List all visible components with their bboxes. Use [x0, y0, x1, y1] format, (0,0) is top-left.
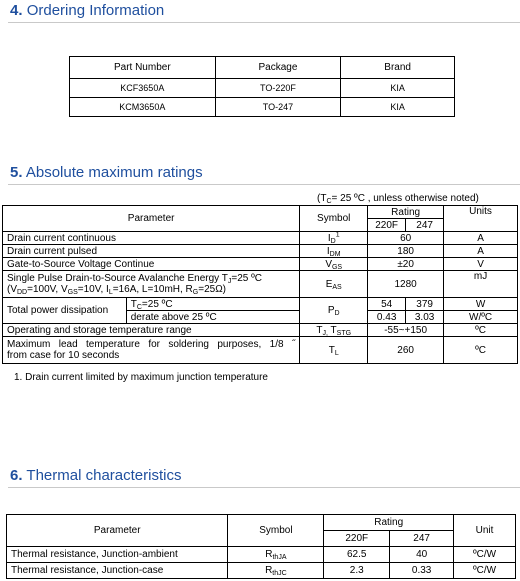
- table-row: [3, 324, 518, 337]
- unit-cell: V: [444, 258, 518, 271]
- abs-header-247: 247: [406, 219, 444, 232]
- part-number-cell: KCF3650A: [70, 79, 216, 98]
- ordering-table: [69, 56, 455, 117]
- table-row: [3, 271, 518, 298]
- table-row: [3, 298, 518, 311]
- table-row: [3, 232, 518, 245]
- table-row: [7, 547, 516, 563]
- rating-220f-cell: 62.5: [324, 547, 390, 563]
- test-condition-note: ($T_C= 25$ ºC , unless otherwise noted): [317, 193, 479, 205]
- ordering-header-package: Package: [215, 57, 341, 79]
- thermal-header-row-1: [7, 515, 516, 531]
- thermal-header-symbol: Symbol: [228, 515, 324, 547]
- unit-cell: W/ºC: [444, 311, 518, 324]
- symbol-cell: $T_L$: [300, 337, 368, 364]
- abs-header-parameter: Parameter: [3, 206, 300, 232]
- symbol-cell: $T_{J,}$ $T_{STG}$: [300, 324, 368, 337]
- param-cell: Total power dissipation: [3, 298, 127, 324]
- param-cell: Maximum lead temperature for soldering purposes, 1/8 ˝ from case for 10 seconds: [3, 337, 300, 364]
- condition-cell: $T_C=25$ ºC: [126, 298, 300, 311]
- thermal-header-unit: Unit: [454, 515, 516, 547]
- rating-247-cell: 0.33: [390, 563, 454, 579]
- ordering-header-row: [70, 57, 455, 79]
- param-cell: Drain current pulsed: [3, 245, 300, 258]
- section-5-heading: [10, 164, 203, 181]
- package-cell: TO-247: [215, 98, 341, 117]
- brand-cell: KIA: [341, 98, 455, 117]
- symbol-cell: $R_{thJA}$: [228, 547, 324, 563]
- table-row: [70, 98, 455, 117]
- symbol-cell: $I_{DM}$: [300, 245, 368, 258]
- rating-220f-cell: 0.43: [368, 311, 406, 324]
- section-6-number: 6.: [10, 467, 23, 484]
- abs-header-row-1: [3, 206, 518, 219]
- unit-cell: ºC: [444, 324, 518, 337]
- section-6-divider: [8, 487, 520, 488]
- abs-header-units: Units: [444, 206, 518, 232]
- thermal-header-247: 247: [390, 531, 454, 547]
- section-6-title: Thermal characteristics: [26, 467, 182, 484]
- table-row: [7, 563, 516, 579]
- thermal-table: [6, 514, 516, 579]
- table-row: [3, 245, 518, 258]
- rating-247-cell: 40: [390, 547, 454, 563]
- table-row: [3, 258, 518, 271]
- section-5-title: Absolute maximum ratings: [25, 164, 203, 181]
- table-row: [70, 79, 455, 98]
- rating-220f-cell: 2.3: [324, 563, 390, 579]
- rating-cell: 60: [368, 232, 444, 245]
- section-5-divider: [8, 184, 520, 185]
- section-4-heading: [10, 2, 164, 19]
- ordering-header-brand: Brand: [341, 57, 455, 79]
- unit-cell: W: [444, 298, 518, 311]
- unit-cell: A: [444, 232, 518, 245]
- table-row: [3, 337, 518, 364]
- unit-cell: ºC/W: [454, 547, 516, 563]
- section-6-heading: [10, 467, 181, 484]
- rating-cell: 1280: [368, 271, 444, 298]
- unit-cell: mJ: [444, 271, 518, 298]
- symbol-cell: $E_{AS}$: [300, 271, 368, 298]
- symbol-cell: $V_{GS}$: [300, 258, 368, 271]
- unit-cell: ºC/W: [454, 563, 516, 579]
- rating-247-cell: 379: [406, 298, 444, 311]
- thermal-header-parameter: Parameter: [7, 515, 228, 547]
- unit-cell: ºC: [444, 337, 518, 364]
- section-5-number: 5.: [10, 164, 23, 181]
- section-4-title: Ordering Information: [26, 2, 165, 19]
- section-4-number: 4.: [10, 2, 23, 19]
- symbol-cell: $I_D^1$: [300, 232, 368, 245]
- condition-cell: derate above 25 ºC: [126, 311, 300, 324]
- rating-cell: 180: [368, 245, 444, 258]
- ordering-header-part: Part Number: [70, 57, 216, 79]
- section-4-divider: [8, 22, 520, 23]
- absolute-ratings-table: [2, 205, 518, 364]
- symbol-cell: $P_D$: [300, 298, 368, 324]
- package-cell: TO-220F: [215, 79, 341, 98]
- part-number-cell: KCM3650A: [70, 98, 216, 117]
- unit-cell: A: [444, 245, 518, 258]
- param-cell: Drain current continuous: [3, 232, 300, 245]
- param-cell: Gate-to-Source Voltage Continue: [3, 258, 300, 271]
- param-cell: Operating and storage temperature range: [3, 324, 300, 337]
- footnote: 1. Drain current limited by maximum junction temperature: [14, 372, 268, 383]
- rating-cell: ±20: [368, 258, 444, 271]
- abs-header-220f: 220F: [368, 219, 406, 232]
- rating-247-cell: 3.03: [406, 311, 444, 324]
- param-cell: Thermal resistance, Junction-case: [7, 563, 228, 579]
- param-cell: Thermal resistance, Junction-ambient: [7, 547, 228, 563]
- abs-header-symbol: Symbol: [300, 206, 368, 232]
- rating-cell: -55~+150: [368, 324, 444, 337]
- abs-header-rating: Rating: [368, 206, 444, 219]
- symbol-cell: $R_{thJC}$: [228, 563, 324, 579]
- rating-220f-cell: 54: [368, 298, 406, 311]
- thermal-header-rating: Rating: [324, 515, 454, 531]
- thermal-header-220f: 220F: [324, 531, 390, 547]
- brand-cell: KIA: [341, 79, 455, 98]
- param-cell: Single Pulse Drain-to-Source Avalanche Energy $T_J=25$ ºC ($V_{DD}=100V$, $V_{GS}=10V$, $I_L=16A$, L=10mH, $R_G=25\Omega$): [3, 271, 300, 298]
- rating-cell: 260: [368, 337, 444, 364]
